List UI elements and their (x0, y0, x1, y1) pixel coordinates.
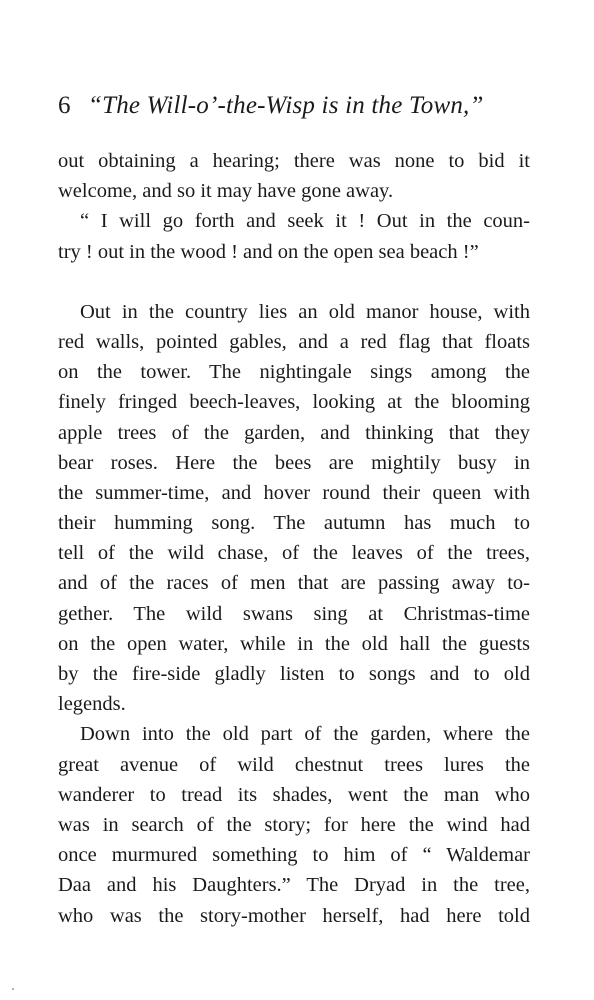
text-line: out obtaining a hearing; there was none to bid it (58, 150, 530, 172)
running-head: “The Will-o’-the-Wisp is in the Town,” (88, 92, 484, 119)
paragraph-gap (58, 267, 530, 297)
text-line: on the open water, while in the old hall the guests (58, 632, 530, 655)
text-line: wanderer to tread its shades, went the man who (58, 783, 530, 806)
text-line: try ! out in the wood ! and on the open sea beach !” (58, 240, 479, 263)
text-line: red walls, pointed gables, and a red flag that floats (58, 330, 530, 353)
text-line: apple trees of the garden, and thinking that they (58, 421, 530, 444)
text-line: finely fringed beech-leaves, looking at the blooming (58, 391, 530, 414)
text-line: tell of the wild chase, of the leaves of the trees, (58, 542, 530, 565)
text-line: the summer-time, and hover round their queen with (58, 481, 530, 504)
text-line: great avenue of wild chestnut trees lures the (58, 753, 530, 776)
text-line: bear roses. Here the bees are mightily busy in (58, 451, 530, 474)
paper-speck (12, 988, 14, 990)
text-line: Daa and his Daughters.” The Dryad in the tree, (58, 874, 530, 897)
text-line: by the fire-side gladly listen to songs and to old (58, 663, 530, 685)
text-line: Out in the country lies an old manor house, with (80, 300, 530, 323)
text-line: their humming song. The autumn has much to (58, 512, 530, 535)
text-line: once murmured something to him of “ Waldemar (58, 844, 530, 867)
text-line: gether. The wild swans sing at Christmas-time (58, 602, 530, 625)
text-line: legends. (58, 693, 126, 716)
page-header (58, 88, 538, 124)
text-line: who was the story-mother herself, had here told (58, 904, 530, 927)
text-line: on the tower. The nightingale sings among the (58, 361, 530, 384)
text-line: was in search of the story; for here the wind had (58, 813, 530, 836)
text-line: Down into the old part of the garden, where the (80, 723, 530, 746)
text-line: welcome, and so it may have gone away. (58, 180, 394, 203)
page-number: 6 (58, 92, 71, 119)
body-text (58, 146, 530, 931)
text-line: and of the races of men that are passing away to- (58, 572, 530, 595)
text-line: “ I will go forth and seek it ! Out in the coun- (80, 210, 530, 233)
